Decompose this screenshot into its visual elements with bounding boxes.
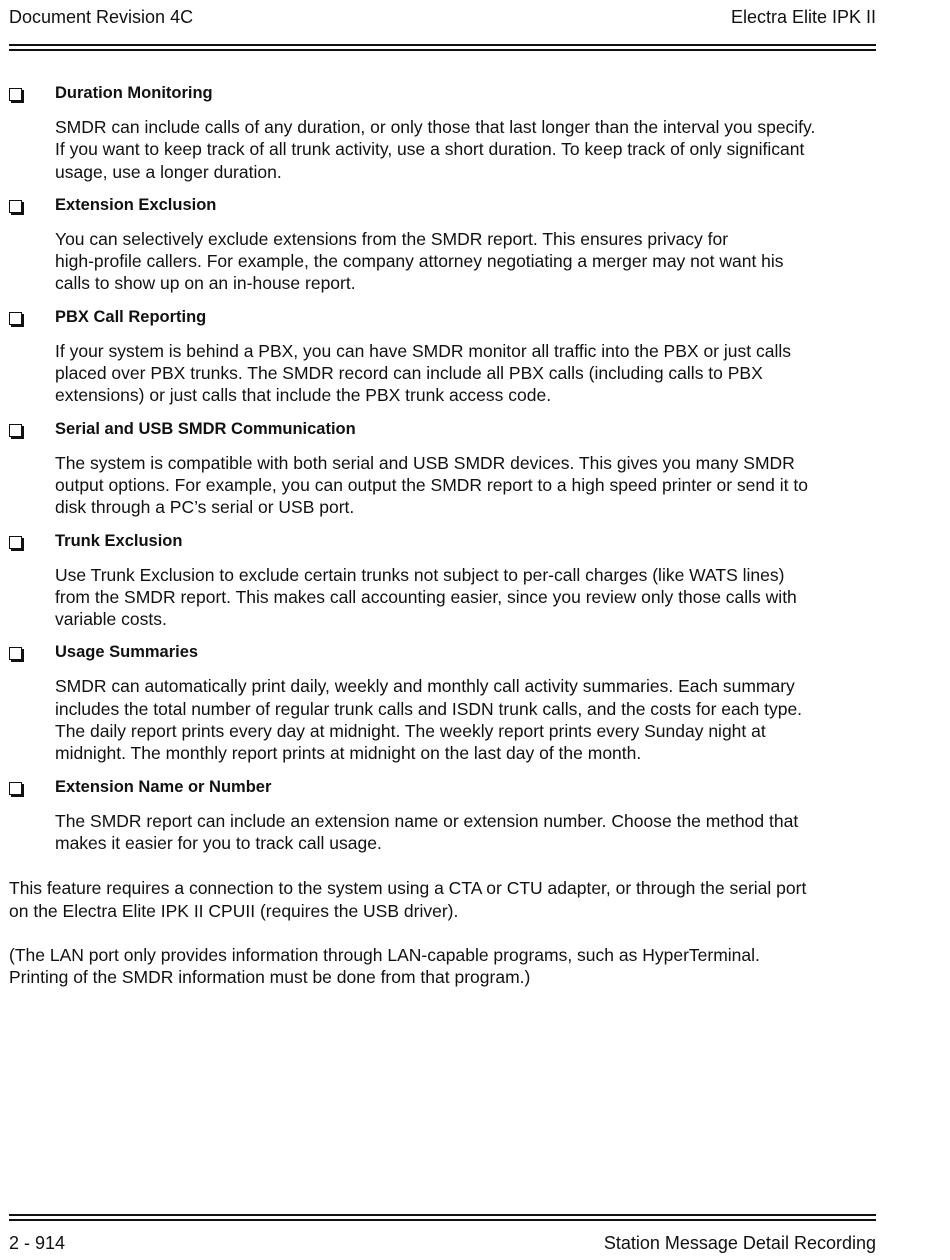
product-name: Electra Elite IPK II <box>730 7 876 27</box>
text-line: variable costs. <box>55 609 167 630</box>
text-line: makes it easier for you to track call usage. <box>55 832 382 853</box>
text-line: Printing of the SMDR information must be done from that program.) <box>9 967 531 988</box>
text-line: output options. For example, you can output the SMDR report to a high speed printer or send it to <box>55 474 808 495</box>
checkbox-icon <box>9 647 22 660</box>
text-line: extensions) or just calls that include the PBX trunk access code. <box>55 385 552 406</box>
page-footer <box>9 1232 876 1254</box>
text-line: The daily report prints every day at midnight. The weekly report prints every Sunday night at <box>55 721 766 742</box>
text-line: high-profile callers. For example, the company attorney negotiating a merger may not want his <box>55 251 784 272</box>
text-line: SMDR can automatically print daily, weekly and monthly call activity summaries. Each summary <box>55 676 795 697</box>
checkbox-icon <box>9 424 22 437</box>
feature-title: PBX Call Reporting <box>55 307 207 326</box>
lan-port-note <box>9 944 876 989</box>
text-line: calls to show up on an in-house report. <box>55 273 356 294</box>
feature-item <box>9 776 876 866</box>
checkbox-icon <box>9 312 22 325</box>
text-line: from the SMDR report. This makes call accounting easier, since you review only those calls with <box>55 586 797 607</box>
checkbox-icon <box>9 200 22 213</box>
feature-title: Trunk Exclusion <box>55 531 183 550</box>
checkbox-icon <box>9 88 22 101</box>
feature-title: Serial and USB SMDR Communication <box>55 419 356 438</box>
feature-description <box>55 340 876 418</box>
chapter-title: Station Message Detail Recording <box>603 1233 876 1253</box>
feature-description <box>55 116 876 194</box>
checkbox-icon <box>9 782 22 795</box>
text-line: The SMDR report can include an extension name or extension number. Choose the method that <box>55 810 799 831</box>
feature-title: Usage Summaries <box>55 643 199 662</box>
text-line: (The LAN port only provides information through LAN-capable programs, such as HyperTerminal. <box>9 944 760 965</box>
feature-description <box>55 452 876 530</box>
feature-item <box>9 306 876 418</box>
text-line: SMDR can include calls of any duration, or only those that last longer than the interval you specify. <box>55 117 816 137</box>
feature-description <box>55 810 876 866</box>
feature-item <box>9 82 876 194</box>
text-line: on the Electra Elite IPK II CPUII (requires the USB driver). <box>9 900 459 921</box>
header-rule <box>9 44 876 51</box>
text-line: You can selectively exclude extensions from the SMDR report. This ensures privacy for <box>55 228 729 249</box>
text-line: If you want to keep track of all trunk activity, use a short duration. To keep track of only significant <box>55 139 805 160</box>
feature-description <box>55 675 876 775</box>
document-revision: Document Revision 4C <box>9 7 194 27</box>
text-line: If your system is behind a PBX, you can have SMDR monitor all traffic into the PBX or just calls <box>55 340 791 361</box>
text-line: The system is compatible with both serial and USB SMDR devices. This gives you many SMDR <box>55 452 795 473</box>
text-line: includes the total number of regular trunk calls and ISDN trunk calls, and the costs for each type. <box>55 698 803 719</box>
feature-title: Extension Exclusion <box>55 195 217 214</box>
text-line: Use Trunk Exclusion to exclude certain trunks not subject to per-call charges (like WATS lines) <box>55 564 785 585</box>
text-line: placed over PBX trunks. The SMDR record can include all PBX calls (including calls to PBX <box>55 363 763 384</box>
feature-description <box>55 564 876 642</box>
footer-rule <box>9 1214 876 1221</box>
feature-title: Extension Name or Number <box>55 777 272 796</box>
text-line: This feature requires a connection to the system using a CTA or CTU adapter, or through the serial port <box>9 878 807 899</box>
page-content <box>9 82 876 988</box>
checkbox-icon <box>9 536 22 549</box>
requirement-note <box>9 877 876 922</box>
page-number: 2 - 914 <box>9 1233 66 1253</box>
text-line: disk through a PC’s serial or USB port. <box>55 497 355 518</box>
feature-item <box>9 641 876 775</box>
feature-description <box>55 228 876 306</box>
feature-item <box>9 194 876 306</box>
text-line: midnight. The monthly report prints at midnight on the last day of the month. <box>55 743 642 764</box>
feature-item <box>9 530 876 642</box>
feature-item <box>9 418 876 530</box>
feature-title: Duration Monitoring <box>55 84 213 102</box>
page-header <box>9 6 876 28</box>
text-line: usage, use a longer duration. <box>55 161 282 182</box>
